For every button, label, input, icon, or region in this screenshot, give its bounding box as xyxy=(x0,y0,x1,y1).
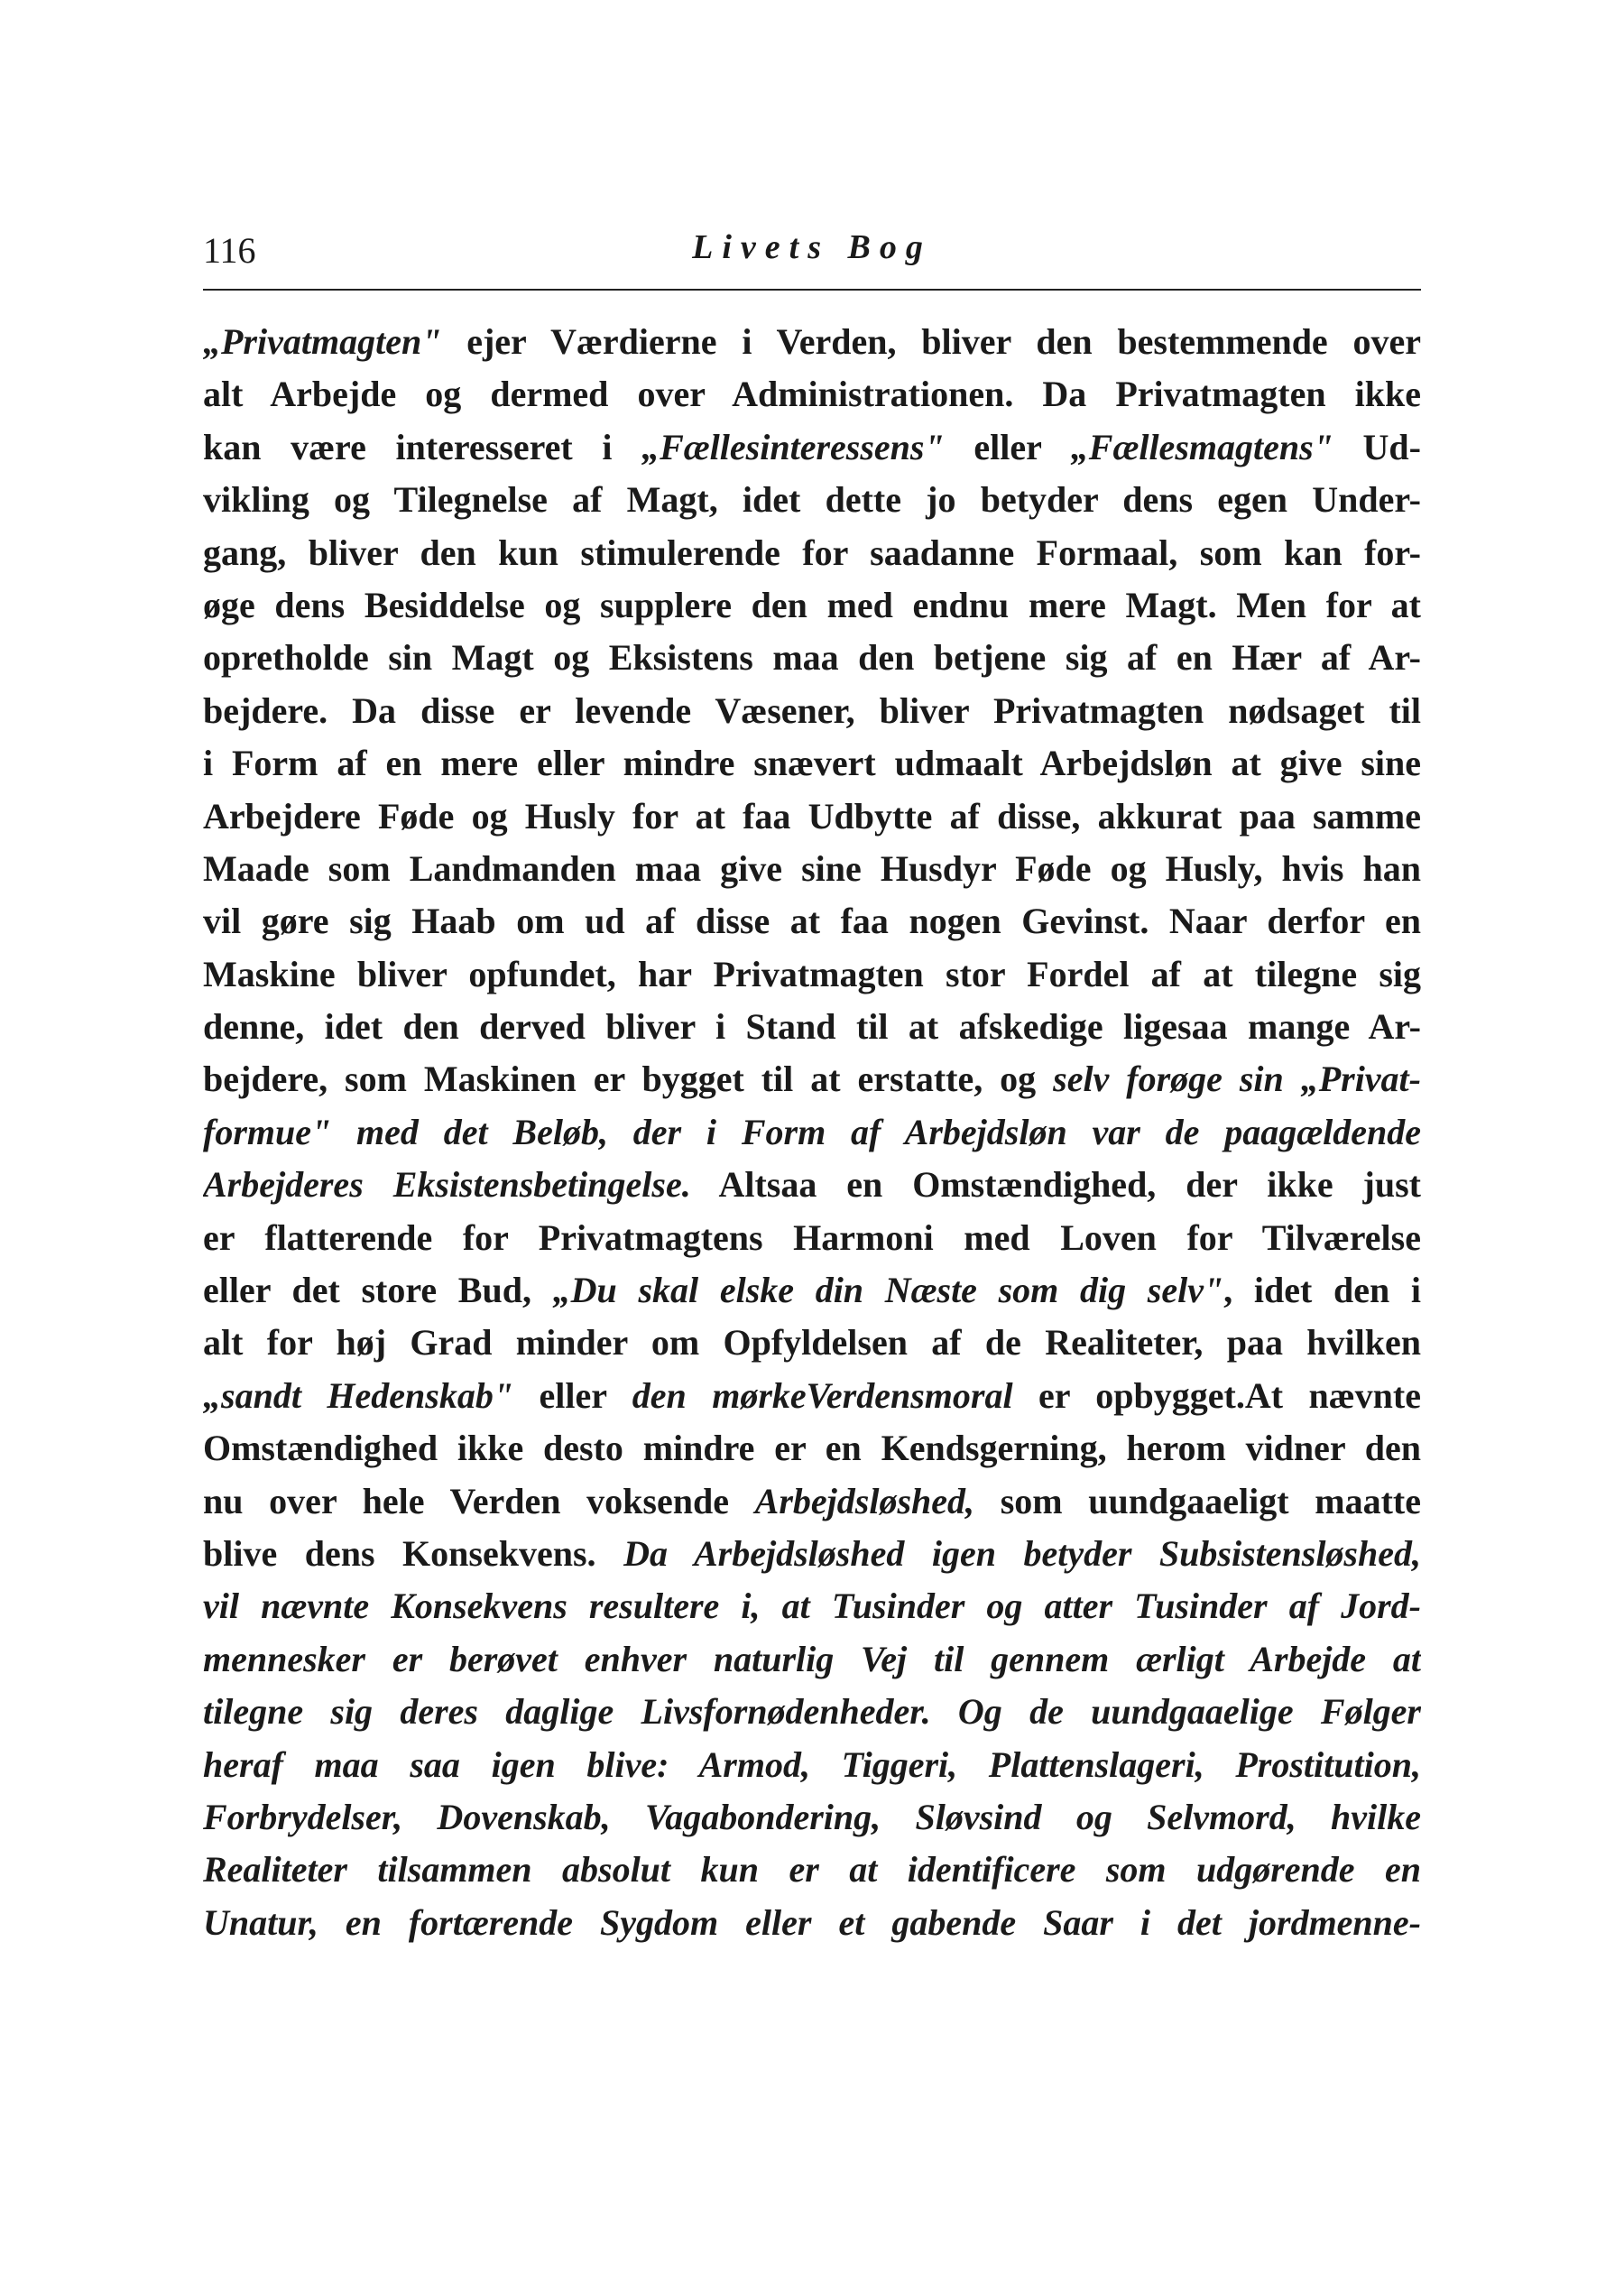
italic-text: heraf maa saa igen blive: Armod, Tiggeri, Plattenslageri, Prostitution, xyxy=(203,1743,1421,1785)
text-line xyxy=(203,1739,1421,1791)
text-line xyxy=(203,579,1421,632)
text-line xyxy=(203,1212,1421,1264)
page-number: 116 xyxy=(203,230,256,271)
running-title: Livets Bog xyxy=(692,228,932,266)
text-segment: vil gøre sig Haab om ud af disse at faa nogen Gevinst. Naar derfor en xyxy=(203,901,1421,942)
text-line xyxy=(203,1317,1421,1369)
text-line xyxy=(203,737,1421,790)
text-segment: eller xyxy=(944,426,1071,467)
text-line xyxy=(203,1580,1421,1632)
text-segment: i Form af en mere eller mindre snævert udmaalt Arbejdsløn at give sine xyxy=(203,743,1421,784)
text-line xyxy=(203,421,1421,474)
text-segment: Ud- xyxy=(1333,426,1421,467)
italic-text: vil nævnte Konsekvens resultere i, at Tusinder og atter Tusinder af Jord- xyxy=(203,1586,1421,1627)
text-line xyxy=(203,1633,1421,1686)
text-segment: alt for høj Grad minder om Opfyldelsen af de Realiteter, paa hvilken xyxy=(203,1322,1421,1364)
text-line xyxy=(203,1686,1421,1738)
text-segment: bejdere, som Maskinen er bygget til at erstatte, og xyxy=(203,1059,1054,1100)
text-line xyxy=(203,1422,1421,1475)
italic-text: „sandt Hedenskab" xyxy=(203,1374,514,1416)
text-segment: bejdere. Da disse er levende Væsener, bliver Privatmagten nødsaget til xyxy=(203,689,1421,731)
italic-text: Da Arbejdsløshed igen betyder Subsistensløshed, xyxy=(623,1532,1421,1574)
text-line xyxy=(203,632,1421,684)
text-segment: Maskine bliver opfundet, har Privatmagten stor Fordel af at tilegne sig xyxy=(203,953,1421,994)
text-line xyxy=(203,791,1421,843)
text-segment: ejer Værdierne i Verden, bliver den bestemmende over xyxy=(441,321,1421,362)
text-segment: blive dens Konsekvens. xyxy=(203,1532,624,1574)
italic-text: Unatur, en fortærende Sygdom eller et gabende Saar i det jordmenne- xyxy=(203,1901,1421,1943)
text-line xyxy=(203,1053,1421,1105)
italic-text: „Privatmagten" xyxy=(203,321,442,362)
text-line xyxy=(203,1159,1421,1211)
text-segment: øge dens Besiddelse og supplere den med endnu mere Magt. Men for at xyxy=(203,584,1421,625)
text-segment: opretholde sin Magt og Eksistens maa den betjene sig af en Hær af Ar- xyxy=(203,637,1421,679)
text-line xyxy=(203,1106,1421,1159)
text-line xyxy=(203,474,1421,526)
text-line xyxy=(203,1475,1421,1528)
text-segment: som uundgaaeligt maatte xyxy=(974,1480,1421,1521)
text-segment: vikling og Tilegnelse af Magt, idet dette jo betyder dens egen Under- xyxy=(203,479,1421,521)
text-segment: er opbygget.At nævnte xyxy=(1012,1374,1421,1416)
text-segment: Altsaa en Omstændighed, der ikke just xyxy=(690,1164,1421,1206)
italic-text: Realiteter tilsammen absolut kun er at identificere som udgørende en xyxy=(203,1849,1421,1891)
text-line xyxy=(203,1001,1421,1053)
text-segment: er flatterende for Privatmagtens Harmoni med Loven for Tilværelse xyxy=(203,1216,1421,1258)
text-line xyxy=(203,527,1421,579)
italic-text: mennesker er berøvet enhver naturlig Vej til gennem ærligt Arbejde at xyxy=(203,1638,1421,1679)
text-line xyxy=(203,843,1421,895)
text-line xyxy=(203,895,1421,948)
text-line xyxy=(203,1791,1421,1844)
italic-text: tilegne sig deres daglige Livsfornødenheder. Og de uundgaaelige Følger xyxy=(203,1691,1421,1733)
text-segment: eller det store Bud, xyxy=(203,1270,553,1311)
text-segment: Maade som Landmanden maa give sine Husdyr Føde og Husly, hvis han xyxy=(203,847,1421,889)
text-line xyxy=(203,1844,1421,1896)
text-segment: alt Arbejde og dermed over Administrationen. Da Privatmagten ikke xyxy=(203,374,1421,415)
italic-text: „Fællesmagtens" xyxy=(1070,426,1333,467)
text-line xyxy=(203,948,1421,1001)
text-line xyxy=(203,368,1421,421)
page-header xyxy=(203,224,1421,291)
italic-text: Arbejdsløshed, xyxy=(754,1480,975,1521)
text-segment: denne, idet den derved bliver i Stand til at afskedige ligesaa mange Ar- xyxy=(203,1006,1421,1048)
italic-text: Forbrydelser, Dovenskab, Vagabondering, Sløvsind og Selvmord, hvilke xyxy=(203,1796,1421,1837)
italic-text: „Fællesinteressens" xyxy=(641,426,945,467)
text-segment: nu over hele Verden voksende xyxy=(203,1480,755,1521)
text-line xyxy=(203,1370,1421,1422)
text-segment: gang, bliver den kun stimulerende for saadanne Formaal, som kan for- xyxy=(203,532,1421,573)
text-line xyxy=(203,316,1421,368)
text-segment: Omstændighed ikke desto mindre er en Kendsgerning, herom vidner den xyxy=(203,1428,1421,1469)
text-line xyxy=(203,1264,1421,1317)
text-line xyxy=(203,1528,1421,1580)
body-text xyxy=(203,316,1421,1949)
italic-text: Arbejderes Eksistensbetingelse. xyxy=(203,1164,691,1206)
text-segment: kan være interesseret i xyxy=(203,426,642,467)
italic-text: formue" med det Beløb, der i Form af Arbejdsløn var de paagældende xyxy=(203,1111,1421,1152)
text-segment: Arbejdere Føde og Husly for at faa Udbytte af disse, akkurat paa samme xyxy=(203,795,1421,837)
italic-text: selv forøge sin „Privat- xyxy=(1053,1059,1421,1100)
text-line xyxy=(203,685,1421,737)
text-segment: eller xyxy=(513,1374,632,1416)
text-line xyxy=(203,1897,1421,1949)
text-segment: , idet den i xyxy=(1223,1270,1421,1311)
italic-text: den mørkeVerdensmoral xyxy=(632,1374,1013,1416)
italic-text: „Du skal elske din Næste som dig selv" xyxy=(552,1270,1224,1311)
